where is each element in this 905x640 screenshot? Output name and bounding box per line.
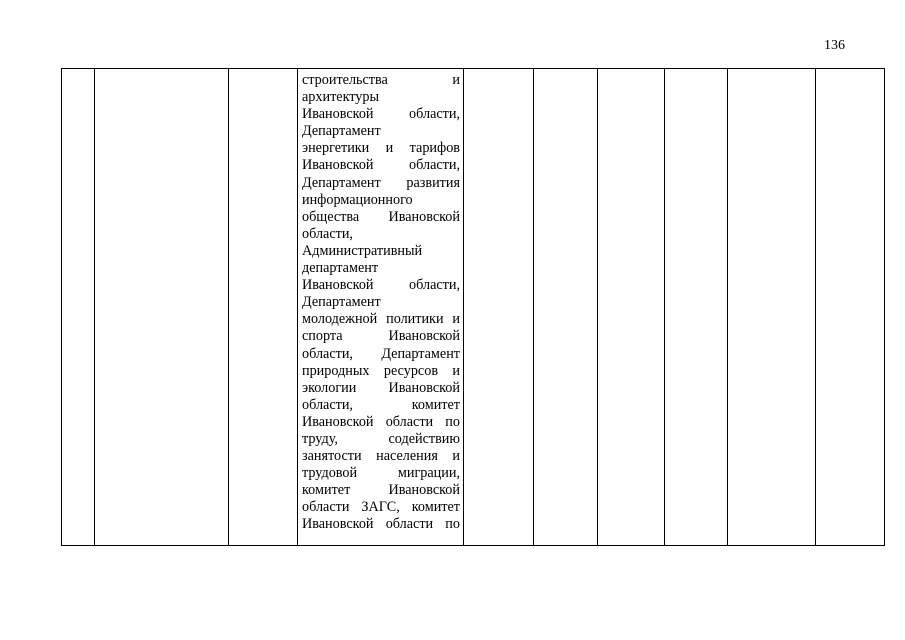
cell-text-line: экологии Ивановской: [302, 379, 460, 396]
table-cell-2: [95, 69, 229, 546]
cell-text-line: труду, содействию: [302, 430, 460, 447]
cell-text-line: Ивановской области по: [302, 516, 460, 533]
cell-text-line: департамент: [302, 260, 379, 277]
document-table: [61, 68, 885, 546]
executors-text: [298, 69, 463, 534]
cell-text-line: энергетики и тарифов: [302, 140, 460, 157]
cell-text-line: области, комитет: [302, 396, 460, 413]
cell-text-line: Департамент: [302, 123, 381, 140]
table-cell-5: [464, 69, 534, 546]
cell-text-line: Ивановской области по: [302, 413, 460, 430]
cell-text-line: информационного: [302, 191, 413, 208]
cell-text-line: молодежной политики и: [302, 311, 460, 328]
table-cell-executors: [298, 69, 464, 546]
cell-text-line: Административный: [302, 242, 423, 259]
cell-text-line: Ивановской области,: [302, 106, 460, 123]
cell-text-line: комитет Ивановской: [302, 482, 460, 499]
cell-text-line: природных ресурсов и: [302, 362, 460, 379]
cell-text-line: Ивановской области,: [302, 157, 460, 174]
page-number: 136: [824, 38, 845, 53]
cell-text-line: строительства и: [302, 72, 460, 88]
table-cell-1: [62, 69, 95, 546]
table-cell-10: [816, 69, 885, 546]
cell-text-line: области,: [302, 225, 353, 242]
cell-text-line: архитектуры: [302, 89, 380, 106]
cell-text-line: общества Ивановской: [302, 208, 460, 225]
cell-text-line: области ЗАГС, комитет: [302, 499, 460, 516]
table-cell-3: [229, 69, 298, 546]
cell-text-line: спорта Ивановской: [302, 328, 460, 345]
cell-text-line: трудовой миграции,: [302, 465, 460, 482]
table-cell-9: [728, 69, 816, 546]
table-row: [62, 69, 885, 546]
cell-text-line: Департамент: [302, 294, 381, 311]
table-cell-8: [665, 69, 728, 546]
table-cell-7: [598, 69, 665, 546]
table-cell-6: [534, 69, 598, 546]
cell-text-line: области, Департамент: [302, 345, 460, 362]
cell-text-line: Департамент развития: [302, 174, 460, 191]
cell-text-line: занятости населения и: [302, 448, 460, 465]
cell-text-line: Ивановской области,: [302, 277, 460, 294]
